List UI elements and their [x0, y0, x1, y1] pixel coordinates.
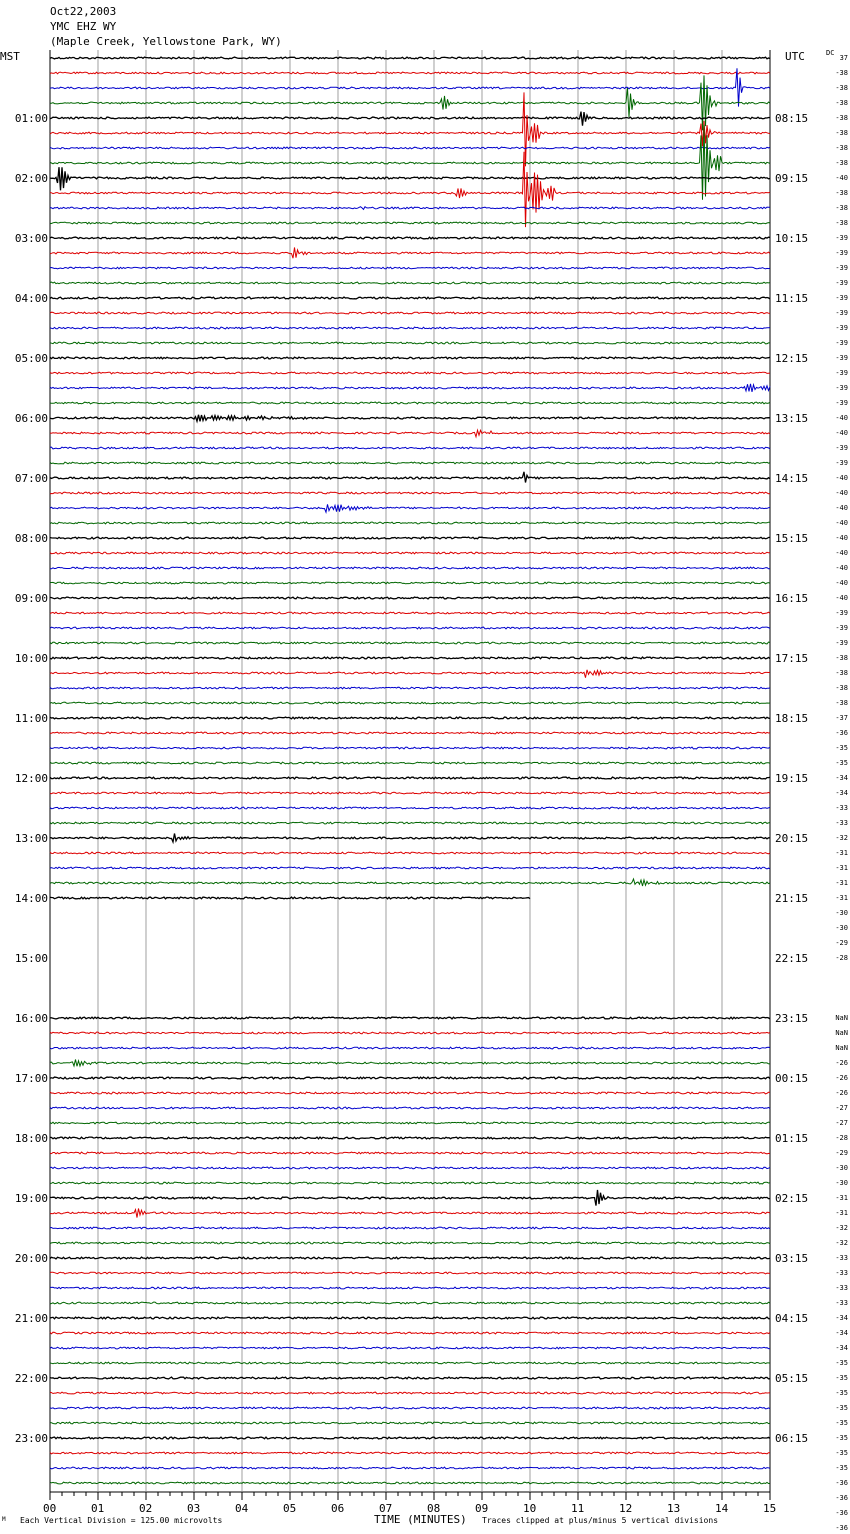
utc-hour-label: 01:15	[775, 1132, 809, 1145]
seismic-trace	[50, 312, 770, 314]
dc-offset-label: -31	[835, 1209, 848, 1217]
dc-offset-label: -30	[835, 1164, 848, 1172]
dc-offset-label: -33	[835, 1254, 848, 1262]
seismic-trace	[50, 1242, 770, 1244]
utc-axis-label: UTC	[785, 50, 805, 63]
x-tick-label: 02	[139, 1502, 153, 1515]
dc-offset-label: -31	[835, 1194, 848, 1202]
seismic-trace	[50, 1227, 770, 1229]
dc-offset-label: -39	[835, 279, 848, 287]
seismic-trace	[50, 384, 770, 392]
dc-offset-label: -39	[835, 384, 848, 392]
x-tick-label: 08	[427, 1502, 441, 1515]
mst-hour-label: 23:00	[14, 1432, 48, 1445]
seismic-trace	[50, 879, 770, 886]
utc-hour-label: 10:15	[775, 232, 809, 245]
seismic-trace	[50, 1137, 770, 1139]
x-tick-label: 01	[91, 1502, 105, 1515]
x-tick-label: 06	[331, 1502, 345, 1515]
seismic-trace	[50, 112, 770, 126]
utc-hour-label: 06:15	[775, 1432, 809, 1445]
seismic-trace	[50, 717, 770, 719]
seismic-trace	[50, 537, 770, 539]
dc-offset-label: -39	[835, 294, 848, 302]
mst-axis-label: MST	[0, 50, 20, 63]
seismic-trace	[50, 430, 770, 437]
seismic-trace	[50, 504, 770, 512]
mst-hour-label: 04:00	[14, 292, 48, 305]
dc-offset-label: -36	[835, 1524, 848, 1532]
dc-offset-label: -31	[835, 894, 848, 902]
x-axis-title: TIME (MINUTES)	[374, 1513, 467, 1526]
utc-hour-label: 22:15	[775, 952, 809, 965]
seismic-trace	[50, 415, 770, 422]
station-label: YMC EHZ WY	[50, 20, 117, 33]
seismic-trace	[50, 597, 770, 599]
seismic-trace	[50, 1452, 770, 1454]
utc-hour-label: 02:15	[775, 1192, 809, 1205]
utc-hour-label: 14:15	[775, 472, 809, 485]
mst-hour-label: 13:00	[14, 832, 48, 845]
dc-offset-label: -36	[835, 729, 848, 737]
seismic-trace	[50, 207, 770, 210]
seismic-trace	[50, 342, 770, 344]
dc-axis-label: DC	[826, 49, 835, 57]
seismic-trace	[50, 1422, 770, 1424]
x-tick-label: 09	[475, 1502, 489, 1515]
seismic-trace	[50, 670, 770, 678]
seismic-trace	[50, 282, 770, 284]
dc-offset-label: -38	[835, 204, 848, 212]
dc-offset-label: -39	[835, 459, 848, 467]
dc-offset-label: -39	[835, 309, 848, 317]
seismic-trace	[50, 657, 770, 659]
seismic-trace	[50, 834, 770, 843]
mst-hour-label: 14:00	[14, 892, 48, 905]
seismic-trace	[50, 357, 770, 359]
dc-offset-label: -36	[835, 1479, 848, 1487]
seismic-trace	[50, 1437, 770, 1439]
seismic-trace	[50, 1392, 770, 1394]
dc-offset-label: -39	[835, 324, 848, 332]
dc-offset-label: -39	[835, 639, 848, 647]
seismic-trace	[50, 248, 770, 259]
dc-offset-label: -39	[835, 399, 848, 407]
dc-offset-label: -33	[835, 1284, 848, 1292]
mst-hour-label: 18:00	[14, 1132, 48, 1145]
seismic-trace	[50, 1287, 770, 1289]
utc-hour-label: 16:15	[775, 592, 809, 605]
dc-offset-label: -35	[835, 1434, 848, 1442]
dc-offset-label: -28	[835, 954, 848, 962]
dc-offset-label: -26	[835, 1074, 848, 1082]
seismic-trace	[50, 1377, 770, 1379]
utc-hour-label: 00:15	[775, 1072, 809, 1085]
mst-hour-label: 02:00	[14, 172, 48, 185]
dc-offset-label: -39	[835, 444, 848, 452]
seismic-trace	[50, 75, 770, 130]
mst-hour-label: 20:00	[14, 1252, 48, 1265]
dc-offset-label: -39	[835, 369, 848, 377]
x-tick-label: 07	[379, 1502, 393, 1515]
dc-offset-label: -38	[835, 684, 848, 692]
seismic-trace	[50, 472, 770, 483]
utc-hour-label: 20:15	[775, 832, 809, 845]
dc-offset-label: -35	[835, 1359, 848, 1367]
dc-offset-label: -36	[835, 1509, 848, 1517]
seismic-trace	[50, 822, 770, 824]
dc-offset-label: -40	[835, 534, 848, 542]
clip-note: Traces clipped at plus/minus 5 vertical divisions	[482, 1516, 719, 1525]
x-tick-label: 11	[571, 1502, 585, 1515]
seismic-trace	[50, 792, 770, 794]
dc-offset-label: -35	[835, 1389, 848, 1397]
vertical-division-note: Each Vertical Division = 125.00 microvolts	[20, 1516, 223, 1525]
seismic-trace	[50, 1077, 770, 1079]
dc-offset-label: -40	[835, 594, 848, 602]
dc-offset-label: NaN	[835, 1044, 848, 1052]
mst-hour-label: 05:00	[14, 352, 48, 365]
seismic-trace	[50, 125, 770, 200]
utc-hour-label: 18:15	[775, 712, 809, 725]
seismic-trace	[50, 687, 770, 689]
dc-offset-label: -39	[835, 609, 848, 617]
dc-offset-label: -40	[835, 489, 848, 497]
seismic-trace	[50, 147, 770, 149]
mst-hour-label: 07:00	[14, 472, 48, 485]
x-tick-label: 04	[235, 1502, 249, 1515]
dc-offset-label: -26	[835, 1059, 848, 1067]
seismic-trace	[50, 522, 770, 524]
dc-offset-label: NaN	[835, 1014, 848, 1022]
dc-offset-label: -32	[835, 1224, 848, 1232]
seismic-trace	[50, 1047, 770, 1049]
seismic-trace	[50, 237, 770, 239]
dc-offset-label: -32	[835, 1239, 848, 1247]
utc-hour-label: 19:15	[775, 772, 809, 785]
dc-offset-label: -35	[835, 1419, 848, 1427]
mst-hour-label: 15:00	[14, 952, 48, 965]
dc-offset-label: -40	[835, 504, 848, 512]
x-tick-label: 14	[715, 1502, 729, 1515]
dc-offset-label: -39	[835, 234, 848, 242]
seismic-trace	[50, 1257, 770, 1259]
seismic-trace	[50, 777, 770, 779]
utc-hour-label: 04:15	[775, 1312, 809, 1325]
dc-offset-label: -38	[835, 84, 848, 92]
seismic-trace	[50, 1347, 770, 1349]
dc-offset-label: NaN	[835, 1029, 848, 1037]
seismic-trace	[50, 642, 770, 644]
mst-hour-label: 11:00	[14, 712, 48, 725]
dc-offset-label: -40	[835, 519, 848, 527]
dc-offset-label: -38	[835, 219, 848, 227]
dc-offset-label: -38	[835, 189, 848, 197]
mst-hour-label: 17:00	[14, 1072, 48, 1085]
dc-offset-label: -38	[835, 654, 848, 662]
utc-hour-label: 17:15	[775, 652, 809, 665]
dc-offset-label: -38	[835, 69, 848, 77]
seismic-trace	[50, 732, 770, 734]
seismic-trace	[50, 762, 770, 764]
dc-offset-label: -30	[835, 1179, 848, 1187]
dc-offset-label: -34	[835, 774, 848, 782]
x-tick-label: 15	[763, 1502, 777, 1515]
x-tick-label: 12	[619, 1502, 633, 1515]
seismic-trace	[50, 1152, 770, 1154]
seismic-trace	[50, 1107, 770, 1109]
seismic-trace	[50, 867, 770, 869]
utc-hour-label: 05:15	[775, 1372, 809, 1385]
seismic-trace	[50, 327, 770, 329]
dc-offset-label: -32	[835, 834, 848, 842]
dc-offset-label: -30	[835, 909, 848, 917]
seismic-trace	[50, 1060, 770, 1067]
dc-offset-label: -35	[835, 1404, 848, 1412]
dc-offset-label: -38	[835, 669, 848, 677]
mst-hour-label: 16:00	[14, 1012, 48, 1025]
mst-hour-label: 21:00	[14, 1312, 48, 1325]
dc-offset-label: -34	[835, 789, 848, 797]
seismic-trace	[50, 567, 770, 569]
utc-hour-label: 11:15	[775, 292, 809, 305]
dc-offset-label: -34	[835, 1314, 848, 1322]
seismic-trace	[50, 1167, 770, 1169]
seismic-trace	[50, 267, 770, 269]
dc-offset-label: -40	[835, 474, 848, 482]
utc-hour-label: 09:15	[775, 172, 809, 185]
dc-offset-label: -31	[835, 879, 848, 887]
seismic-trace	[50, 627, 770, 629]
seismic-trace	[50, 1092, 770, 1094]
utc-hour-label: 03:15	[775, 1252, 809, 1265]
seismic-trace	[50, 72, 770, 74]
seismic-trace	[50, 57, 770, 59]
mst-hour-label: 08:00	[14, 532, 48, 545]
dc-offset-label: -38	[835, 99, 848, 107]
mst-hour-label: 01:00	[14, 112, 48, 125]
dc-offset-label: -35	[835, 759, 848, 767]
dc-offset-label: -27	[835, 1119, 848, 1127]
dc-offset-label: -30	[835, 924, 848, 932]
dc-offset-label: -33	[835, 804, 848, 812]
x-tick-label: 05	[283, 1502, 297, 1515]
utc-hour-label: 12:15	[775, 352, 809, 365]
dc-offset-label: -34	[835, 1329, 848, 1337]
seismic-trace	[50, 1122, 770, 1124]
dc-offset-label: -33	[835, 1299, 848, 1307]
seismic-trace	[50, 852, 770, 854]
date-label: Oct22,2003	[50, 5, 117, 18]
seismic-trace	[50, 1467, 770, 1469]
seismic-trace	[50, 1032, 770, 1034]
seismic-trace	[50, 462, 770, 464]
logo-mark: M	[2, 1516, 6, 1523]
dc-offset-label: -38	[835, 144, 848, 152]
dc-offset-label: -39	[835, 624, 848, 632]
mst-hour-label: 09:00	[14, 592, 48, 605]
dc-offset-label: -39	[835, 354, 848, 362]
seismic-trace	[50, 582, 770, 584]
utc-hour-label: 23:15	[775, 1012, 809, 1025]
seismic-trace	[50, 167, 770, 190]
seismic-trace	[50, 552, 770, 554]
seismic-trace	[50, 1272, 770, 1274]
seismic-trace	[50, 297, 770, 299]
dc-offset-label: -35	[835, 1374, 848, 1382]
seismic-trace	[50, 222, 770, 224]
x-tick-label: 00	[43, 1502, 57, 1515]
utc-hour-label: 21:15	[775, 892, 809, 905]
dc-offset-label: -40	[835, 579, 848, 587]
seismic-trace	[50, 807, 770, 809]
dc-offset-label: -28	[835, 1134, 848, 1142]
seismic-trace	[50, 492, 770, 494]
seismic-trace	[50, 1017, 770, 1019]
dc-offset-label: -40	[835, 549, 848, 557]
dc-offset-label: -35	[835, 1464, 848, 1472]
dc-offset-label: -39	[835, 249, 848, 257]
dc-offset-label: -35	[835, 744, 848, 752]
dc-offset-label: -31	[835, 849, 848, 857]
seismic-trace	[50, 702, 770, 704]
x-tick-label: 10	[523, 1502, 537, 1515]
seismic-trace	[50, 402, 770, 404]
dc-offset-label: -39	[835, 264, 848, 272]
seismic-trace	[50, 1182, 770, 1184]
mst-hour-label: 06:00	[14, 412, 48, 425]
dc-offset-label: -40	[835, 414, 848, 422]
dc-offset-label: -31	[835, 864, 848, 872]
dc-offset-label: -36	[835, 1494, 848, 1502]
seismic-trace	[50, 1362, 770, 1364]
seismic-trace	[50, 612, 770, 614]
seismic-trace	[50, 1209, 770, 1218]
utc-hour-label: 13:15	[775, 412, 809, 425]
dc-offset-label: -34	[835, 1344, 848, 1352]
seismic-trace	[50, 1317, 770, 1319]
seismic-trace	[50, 1407, 770, 1409]
dc-offset-label: -38	[835, 114, 848, 122]
x-tick-label: 13	[667, 1502, 681, 1515]
mst-hour-label: 19:00	[14, 1192, 48, 1205]
dc-offset-label: -40	[835, 174, 848, 182]
dc-offset-label: -35	[835, 1449, 848, 1457]
mst-hour-label: 03:00	[14, 232, 48, 245]
x-tick-label: 03	[187, 1502, 201, 1515]
seismic-trace	[50, 1332, 770, 1334]
dc-offset-label: -40	[835, 564, 848, 572]
dc-offset-label: -27	[835, 1104, 848, 1112]
seismic-trace	[50, 1302, 770, 1304]
dc-offset-label: -37	[835, 714, 848, 722]
location-label: (Maple Creek, Yellowstone Park, WY)	[50, 35, 282, 48]
utc-hour-label: 08:15	[775, 112, 809, 125]
dc-offset-label: -33	[835, 1269, 848, 1277]
seismic-trace	[50, 1190, 770, 1206]
dc-offset-label: -40	[835, 429, 848, 437]
dc-offset-label: -33	[835, 819, 848, 827]
seismic-trace	[50, 747, 770, 749]
dc-offset-label: -26	[835, 1089, 848, 1097]
mst-hour-label: 22:00	[14, 1372, 48, 1385]
dc-offset-label: 37	[839, 54, 848, 62]
dc-offset-label: -38	[835, 129, 848, 137]
dc-offset-label: -38	[835, 699, 848, 707]
dc-offset-label: -38	[835, 159, 848, 167]
utc-hour-label: 15:15	[775, 532, 809, 545]
seismic-trace	[50, 1482, 770, 1484]
dc-offset-label: -39	[835, 339, 848, 347]
seismic-trace	[50, 372, 770, 374]
dc-offset-label: -29	[835, 939, 848, 947]
mst-hour-label: 10:00	[14, 652, 48, 665]
mst-hour-label: 12:00	[14, 772, 48, 785]
seismic-trace	[50, 447, 770, 449]
dc-offset-label: -29	[835, 1149, 848, 1157]
